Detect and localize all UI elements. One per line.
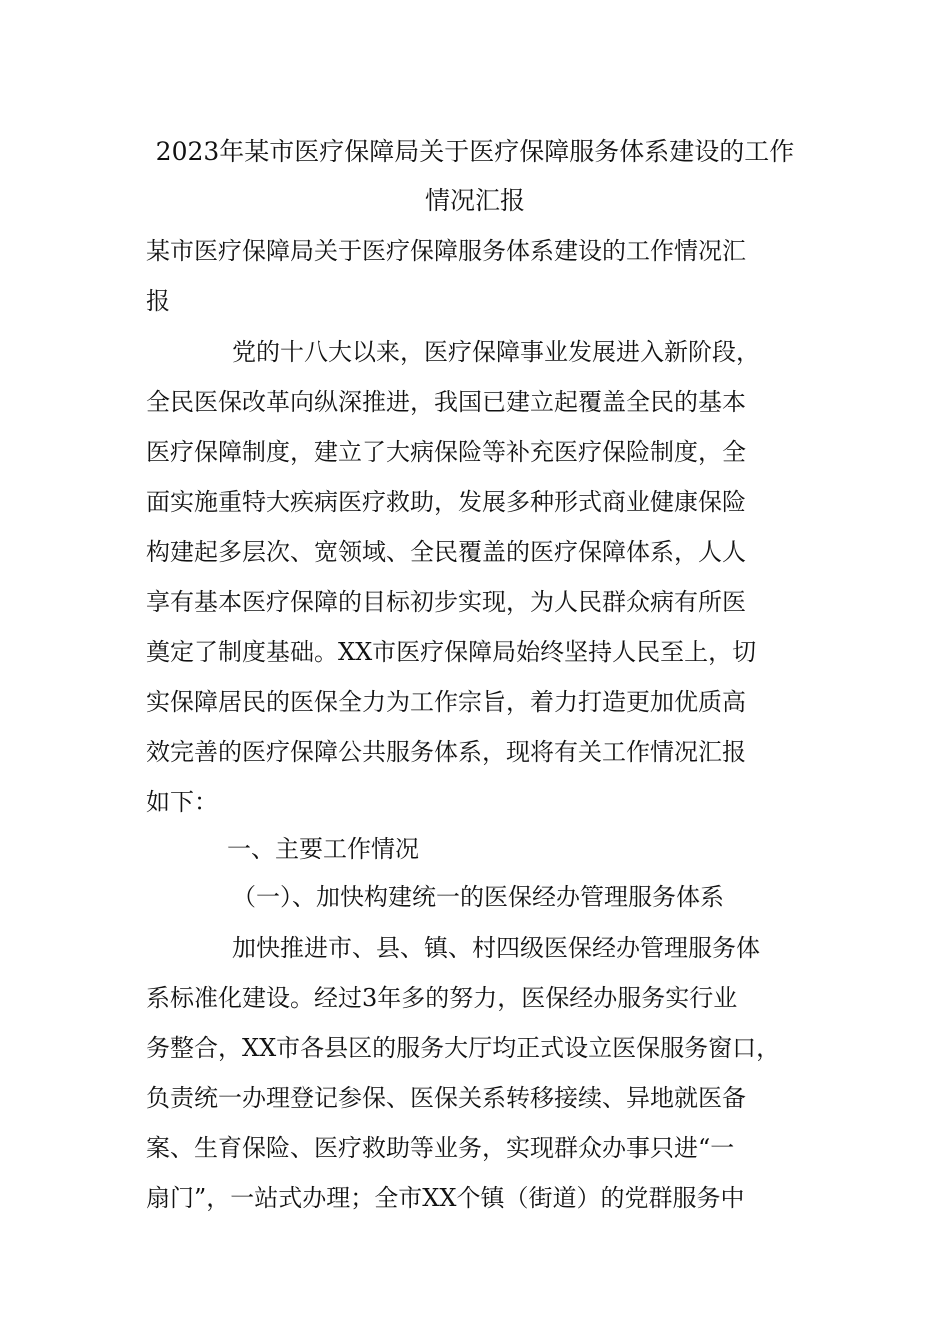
subtitle-line-1: 某市医疗保障局关于医疗保障服务体系建设的工作情况汇 [146, 237, 746, 265]
intro-line-6: 享有基本医疗保障的目标初步实现，为人民群众病有所医 [146, 588, 746, 616]
intro-line-4: 面实施重特大疾病医疗救助，发展多种形式商业健康保险 [146, 488, 746, 516]
intro-line-10: 如下： [146, 788, 218, 816]
body-line-6: 扇门”，一站式办理；全市XX个镇（街道）的党群服务中 [146, 1184, 745, 1212]
document-title-line-1: 2023年某市医疗保障局关于医疗保障服务体系建设的工作 [155, 137, 795, 166]
intro-line-8: 实保障居民的医保全力为工作宗旨，着力打造更加优质高 [146, 688, 746, 716]
intro-line-2: 全民医保改革向纵深推进，我国已建立起覆盖全民的基本 [146, 388, 746, 416]
body-line-1: 加快推进市、县、镇、村四级医保经办管理服务体 [232, 934, 760, 962]
subtitle-line-2: 报 [146, 287, 170, 315]
section-heading: 一、主要工作情况 [227, 835, 419, 863]
body-line-4: 负责统一办理登记参保、医保关系转移接续、异地就医备 [146, 1084, 746, 1112]
intro-line-1: 党的十八大以来，医疗保障事业发展进入新阶段， [232, 338, 760, 366]
intro-line-7: 奠定了制度基础。XX市医疗保障局始终坚持人民至上，切 [146, 638, 757, 666]
subsection-heading: （一）、加快构建统一的医保经办管理服务体系 [232, 883, 724, 911]
intro-line-3: 医疗保障制度，建立了大病保险等补充医疗保险制度，全 [146, 438, 746, 466]
body-line-5: 案、生育保险、医疗救助等业务，实现群众办事只进“一 [146, 1134, 735, 1162]
body-line-3: 务整合，XX市各县区的服务大厅均正式设立医保服务窗口， [146, 1034, 781, 1062]
body-line-2: 系标准化建设。经过3年多的努力，医保经办服务实行业 [146, 984, 738, 1012]
intro-line-5: 构建起多层次、宽领域、全民覆盖的医疗保障体系，人人 [146, 538, 746, 566]
document-title-line-2: 情况汇报 [424, 186, 525, 215]
intro-line-9: 效完善的医疗保障公共服务体系，现将有关工作情况汇报 [146, 738, 746, 766]
